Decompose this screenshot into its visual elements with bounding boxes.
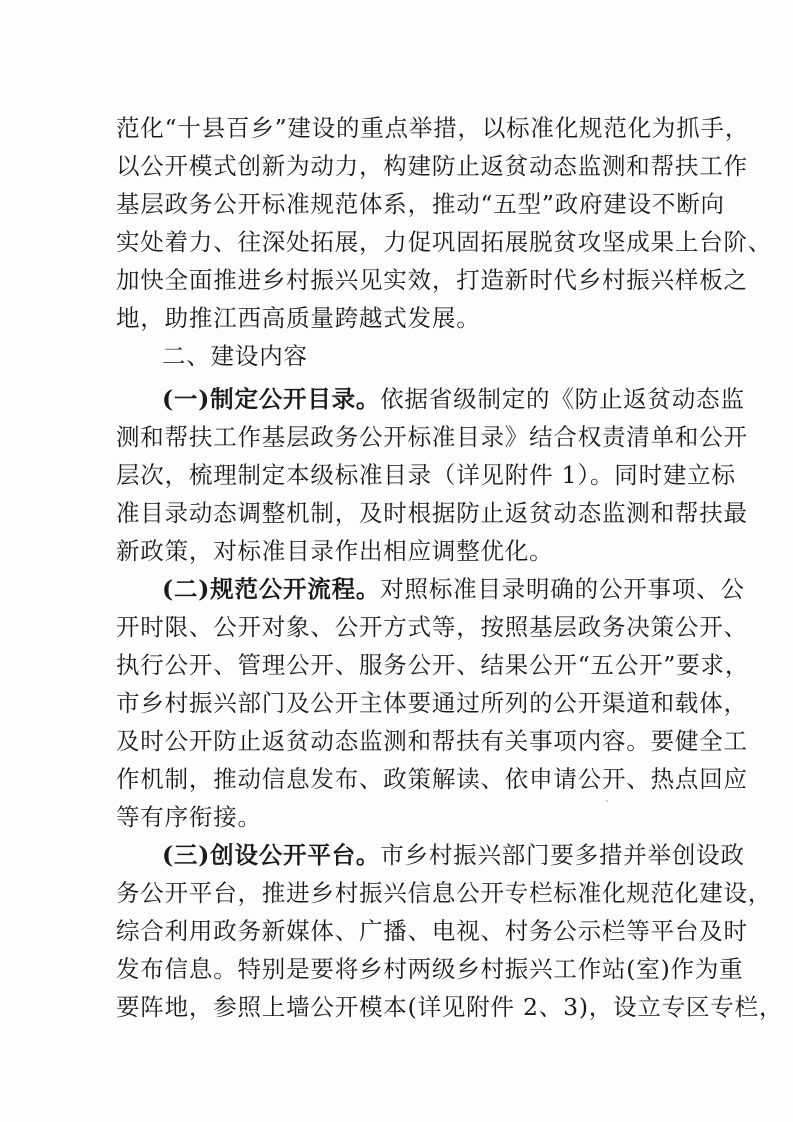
body-text-line: 地，助推江西高质量跨越式发展。 [116,304,481,332]
body-text-line: 综合利用政务新媒体、广播、电视、村务公示栏等平台及时 [116,917,748,945]
paragraph-text: 依据省级制定的《防止返贫动态监 [380,385,745,413]
paragraph-heading: (三)创设公开平台。 [162,841,381,869]
paragraph-text: 对照标准目录明确的公开事项、公 [380,575,745,603]
body-text-line: 作机制，推动信息发布、政策解读、依申请公开、热点回应 [116,765,748,793]
body-text-line: 要阵地，参照上墙公开模本(详见附件 2、3)，设立专区专栏， [116,993,784,1021]
body-text-line: 以公开模式创新为动力，构建防止返贫动态监测和帮扶工作 [116,152,748,180]
body-text-line: 层次，梳理制定本级标准目录（详见附件 1）。同时建立标 [116,461,736,489]
body-text-line: 基层政务公开标准规范体系，推动“五型”政府建设不断向 [116,190,725,218]
body-text-line: 测和帮扶工作基层政务公开标准目录》结合权责清单和公开 [116,423,748,451]
paragraph-first-line [162,840,745,870]
scan-speck [606,800,608,802]
body-text-line: 执行公开、管理公开、服务公开、结果公开“五公开”要求， [116,651,750,679]
paragraph-text: 市乡村振兴部门要多措并举创设政 [380,841,745,869]
body-text-line: 实处着力、往深处拓展，力促巩固拓展脱贫攻坚成果上台阶、 [116,228,773,256]
body-text-line: 等有序衔接。 [116,803,262,831]
body-text-line: 发布信息。特别是要将乡村两级乡村振兴工作站(室)作为重 [116,955,744,983]
body-text-line: 准目录动态调整机制，及时根据防止返贫动态监测和帮扶最 [116,499,748,527]
paragraph-heading: (一)制定公开目录。 [162,385,381,413]
body-text-line: 新政策，对标准目录作出相应调整优化。 [116,537,554,565]
body-text-line: 市乡村振兴部门及公开主体要通过所列的公开渠道和载体， [116,689,748,717]
section-heading: 二、建设内容 [162,342,308,370]
paragraph-heading: (二)规范公开流程。 [162,575,381,603]
body-text-line: 加快全面推进乡村振兴见实效，打造新时代乡村振兴样板之 [116,266,748,294]
body-text-line: 范化“十县百乡”建设的重点举措，以标准化规范化为抓手， [116,114,750,142]
paragraph-first-line [162,384,745,414]
body-text-line: 务公开平台，推进乡村振兴信息公开专栏标准化规范化建设， [116,879,773,907]
body-text-line: 及时公开防止返贫动态监测和帮扶有关事项内容。要健全工 [116,727,748,755]
body-text-line: 开时限、公开对象、公开方式等，按照基层政务决策公开、 [116,613,748,641]
paragraph-first-line [162,574,745,604]
